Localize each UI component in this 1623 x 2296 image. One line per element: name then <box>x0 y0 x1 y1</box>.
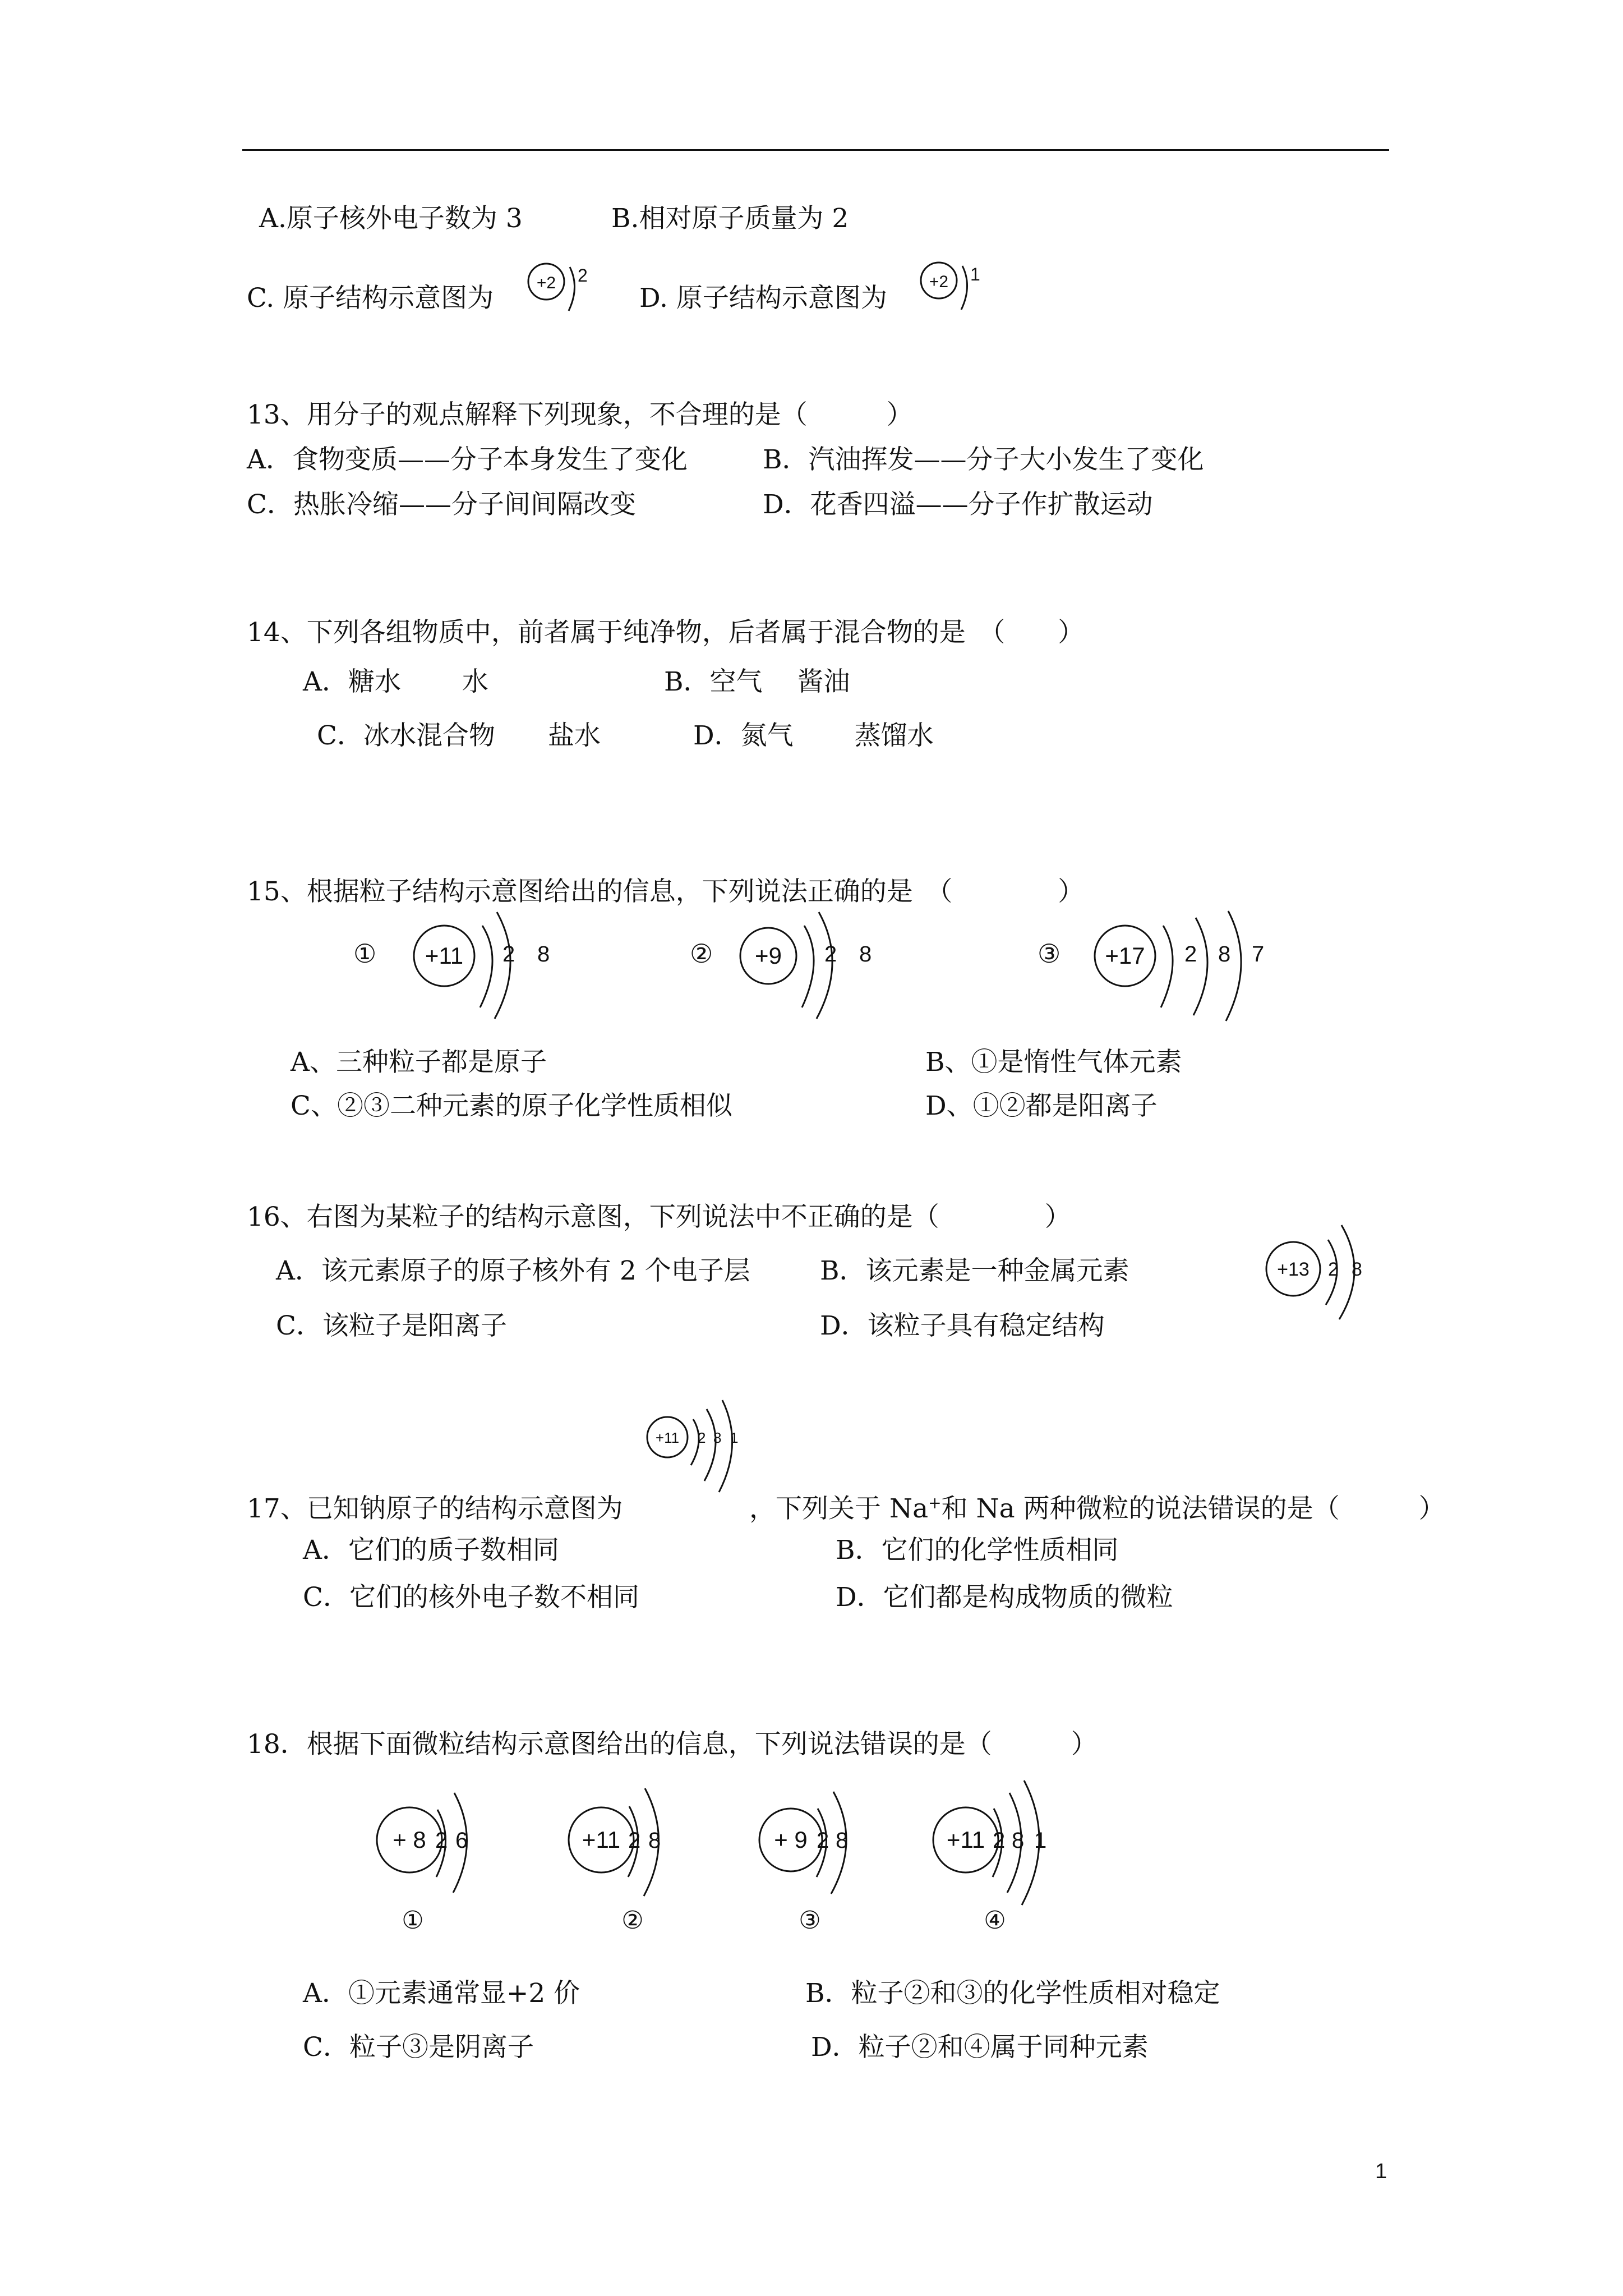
q17-stem-suffix-2: 和 Na 两种微粒的说法错误的是（ ） <box>941 1493 1445 1524</box>
q17-nucleus: +11 <box>655 1429 680 1446</box>
q15-diagram-2-shell-1: 2 <box>824 942 837 967</box>
q18-option-c: C．粒子③是阴离子 <box>303 2032 534 2063</box>
q12-option-b: B.相对原子质量为 2 <box>611 203 849 234</box>
page-number: 1 <box>1375 2160 1387 2183</box>
q15-diagram-1-label: ① <box>353 939 377 968</box>
q16-option-a: A．该元素原子的原子核外有 2 个电子层 <box>276 1255 750 1286</box>
q18-d3-shell-1: 2 <box>817 1828 829 1853</box>
q17-shell-1: 2 <box>698 1429 706 1446</box>
q18-d1-shell-1: 2 <box>435 1828 448 1853</box>
q15-diagram-2-nucleus: +9 <box>755 942 782 969</box>
q13-option-c: C．热胀冷缩——分子间间隔改变 <box>247 489 636 520</box>
q14-option-d: D．氮气 蒸馏水 <box>693 720 934 751</box>
q18-option-d: D．粒子②和④属于同种元素 <box>811 2032 1149 2063</box>
q18-diagram-4 <box>925 1778 1094 1935</box>
q15-diagram-1-shell-2: 8 <box>537 942 550 967</box>
q17-charge-sup: + <box>928 1493 942 1512</box>
q18-d1-nucleus: + 8 <box>393 1826 426 1853</box>
q15-option-b: B、①是惰性气体元素 <box>925 1047 1182 1078</box>
q12-c-nucleus: +2 <box>536 274 556 292</box>
q18-d4-nucleus: +11 <box>946 1826 985 1853</box>
q13-stem: 13、用分子的观点解释下列现象，不合理的是（ ） <box>247 399 913 430</box>
q17-shell-2: 8 <box>713 1429 722 1446</box>
q18-d1-label: ① <box>402 1907 424 1934</box>
q18-stem: 18．根据下面微粒结构示意图给出的信息，下列说法错误的是（ ） <box>247 1729 1098 1760</box>
q12-option-a: A.原子核外电子数为 3 <box>259 203 523 234</box>
q17-option-c: C．它们的核外电子数不相同 <box>303 1582 639 1613</box>
q15-diagram-3-label: ③ <box>1038 939 1061 968</box>
q15-option-c: C、②③二种元素的原子化学性质相似 <box>291 1091 732 1121</box>
q12-d-nucleus: +2 <box>929 273 949 291</box>
q12-option-d: D. 原子结构示意图为 <box>639 283 887 314</box>
q18-d3-label: ③ <box>799 1907 821 1934</box>
q18-d4-shell-3: 1 <box>1034 1828 1047 1853</box>
q17-option-d: D．它们都是构成物质的微粒 <box>836 1582 1173 1613</box>
q16-stem: 16、右图为某粒子的结构示意图，下列说法中不正确的是（ ） <box>247 1202 1071 1232</box>
q13-option-a: A．食物变质——分子本身发生了变化 <box>247 444 688 475</box>
q18-d3-shell-2: 8 <box>836 1828 849 1853</box>
q16-option-d: D．该粒子具有稳定结构 <box>820 1310 1105 1341</box>
q12-diagram-c <box>522 258 589 320</box>
q14-option-b: B．空气 酱油 <box>664 666 850 697</box>
q16-shell-2: 8 <box>1352 1259 1362 1280</box>
q18-d2-shell-1: 2 <box>628 1828 641 1853</box>
q16-nucleus: +13 <box>1277 1259 1310 1280</box>
q15-option-a: A、三种粒子都是原子 <box>291 1047 547 1078</box>
q15-diagram-3-shell-2: 8 <box>1218 942 1231 967</box>
q18-option-a: A．①元素通常显+2 价 <box>303 1978 580 2009</box>
q15-option-d: D、①②都是阳离子 <box>925 1091 1158 1121</box>
q17-stem-suffix-1: ，下列关于 Na <box>749 1493 929 1524</box>
q15-diagram-2-label: ② <box>690 939 713 968</box>
q18-d2-label: ② <box>621 1907 644 1934</box>
q17-shell-3: 1 <box>730 1429 739 1446</box>
q16-shell-1: 2 <box>1328 1259 1339 1280</box>
q18-d4-label: ④ <box>984 1907 1006 1934</box>
q18-d3-nucleus: + 9 <box>774 1826 808 1853</box>
q18-d4-shell-1: 2 <box>993 1828 1006 1853</box>
q18-d2-shell-2: 8 <box>648 1828 661 1853</box>
q15-diagram-1-nucleus: +11 <box>425 942 464 969</box>
q15-diagram-3-nucleus: +17 <box>1105 942 1145 969</box>
q17-option-b: B．它们的化学性质相同 <box>836 1535 1119 1566</box>
q15-diagram-3-shell-3: 7 <box>1252 942 1265 967</box>
q18-option-b: B．粒子②和③的化学性质相对稳定 <box>805 1978 1220 2009</box>
q15-stem: 15、根据粒子结构示意图给出的信息，下列说法正确的是 （ ） <box>247 876 1085 907</box>
q14-option-a: A．糖水 水 <box>303 666 488 697</box>
q12-diagram-d <box>914 257 981 319</box>
q15-diagram-2 <box>684 909 920 1021</box>
q15-diagram-3 <box>1032 909 1290 1021</box>
q16-diagram <box>1262 1217 1374 1329</box>
q17-stem-suffix <box>749 1492 1445 1526</box>
q18-diagram-2 <box>561 1778 695 1935</box>
q15-diagram-3-shell-1: 2 <box>1184 942 1197 967</box>
q16-option-b: B．该元素是一种金属元素 <box>820 1255 1129 1286</box>
q18-d1-shell-2: 6 <box>455 1828 468 1853</box>
q18-d2-nucleus: +11 <box>582 1826 621 1853</box>
q17-stem-prefix: 17、已知钠原子的结构示意图为 <box>247 1493 623 1524</box>
q12-c-shell-1: 2 <box>578 265 588 286</box>
q16-option-c: C．该粒子是阳离子 <box>276 1310 507 1341</box>
q17-option-a: A．它们的质子数相同 <box>303 1535 559 1566</box>
q15-diagram-1 <box>348 909 583 1021</box>
q15-diagram-1-shell-1: 2 <box>502 942 515 967</box>
q15-diagram-2-shell-2: 8 <box>859 942 872 967</box>
q12-option-c: C. 原子结构示意图为 <box>247 283 494 314</box>
q13-option-b: B．汽油挥发——分子大小发生了变化 <box>763 444 1204 475</box>
q13-option-d: D．花香四溢——分子作扩散运动 <box>763 489 1153 520</box>
q17-diagram <box>644 1397 767 1492</box>
q14-option-c: C．冰水混合物 盐水 <box>317 720 601 751</box>
q12-d-shell-1: 1 <box>970 264 980 284</box>
q18-diagram-1 <box>370 1778 505 1935</box>
q18-d4-shell-2: 8 <box>1012 1828 1025 1853</box>
q14-stem: 14、下列各组物质中，前者属于纯净物，后者属于混合物的是 （ ） <box>247 617 1085 648</box>
q18-diagram-3 <box>751 1778 886 1935</box>
header-rule <box>242 149 1389 151</box>
